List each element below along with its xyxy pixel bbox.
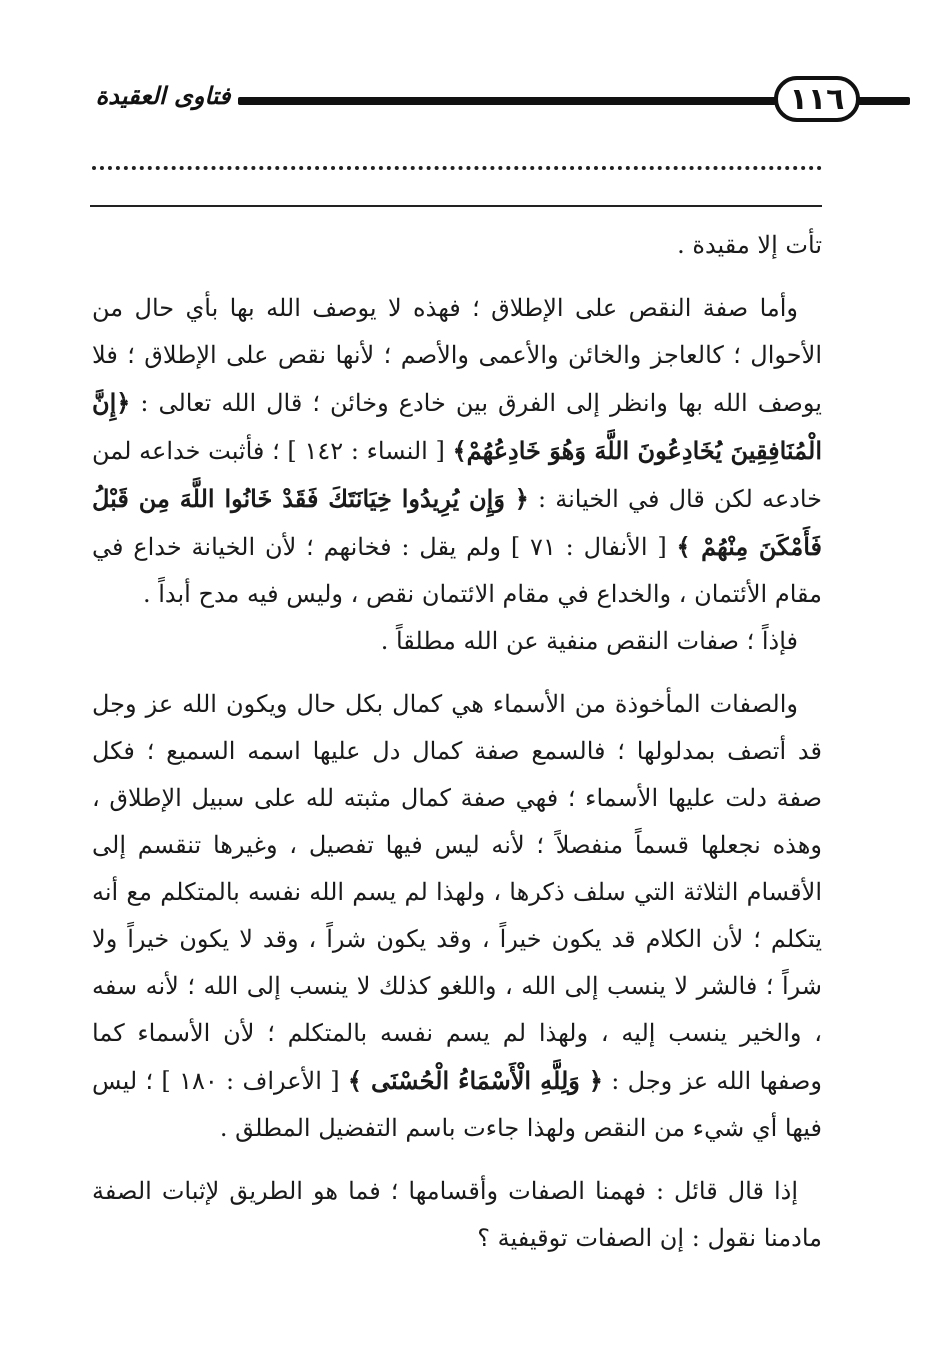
header-rule-left (238, 97, 776, 105)
page-header (88, 70, 845, 130)
header-rule-right (858, 97, 910, 105)
paragraph-2-part-b: [ النساء : ١٤٢ ] ؛ فأثبت خداعه لمن خادعه لكن قال في الخيانة : (92, 437, 822, 513)
quran-verse-2: ﴿ وَإِن يُرِيدُوا خِيَانَتَكَ فَقَدْ خَانُوا اللَّهَ مِن قَبْلُ فَأَمْكَنَ مِنْهُمْ ﴾ (92, 484, 823, 561)
paragraph-2-part-a: وأما صفة النقص على الإطلاق ؛ فهذه لا يوصف الله بها بأي حال من الأحوال ؛ كالعاجز والخائن والأعمى والأصم ؛ لأنها نقص على الإطلاق ؛ فلا يوصف الله بها وانظر إلى الفرق بين خادع وخائن ؛ قال الله تعالى : (92, 294, 822, 417)
paragraph-2 (92, 285, 822, 618)
paragraph-3: فإذاً ؛ صفات النقص منفية عن الله مطلقاً . (380, 627, 798, 655)
dotted-divider (92, 158, 822, 170)
paragraph-5: إذا قال قائل : فهمنا الصفات وأقسامها ؛ فما هو الطريق لإثبات الصفة مادمنا نقول : إن الصفات توقيفية ؟ (92, 1177, 822, 1252)
paragraph-1: تأت إلا مقيدة . (677, 231, 822, 259)
paragraph-2-part-c: [ الأنفال : ٧١ ] ولم يقل : فخانهم ؛ لأن الخيانة خداع في مقام الأئتمان ، والخداع في مقام الائتمان نقص ، وليس فيه مدح أبداً . (92, 533, 822, 608)
paragraph-4-part-b: [ الأعراف : ١٨٠ ] ؛ ليس فيها أي شيء من النقص ولهذا جاءت باسم التفضيل المطلق . (92, 1067, 822, 1142)
paragraph-4-part-a: والصفات المأخوذة من الأسماء هي كمال بكل حال ويكون الله عز وجل قد أتصف بمدلولها ؛ فالسمع صفة كمال دل عليها اسمه السميع ؛ فكل صفة دلت عليها الأسماء ؛ فهي صفة كمال مثبته لله على سبيل الإطلاق ، وهذه نجعلها قسماً منفصلاً ؛ لأنه ليس فيها تفصيل ، وغيرها تنقسم إلى الأقسام الثلاثة التي سلف ذكرها ، ولهذا لم يسم الله نفسه بالمتكلم مع أنه يتكلم ؛ لأن الكلام قد يكون خيراً ، وقد يكون شراً ، وقد لا يكون خيراً ولا شراً ؛ فالشر لا ينسب إلى الله ، واللغو كذلك لا ينسب إلى الله ؛ لأنه سفه ، والخير ينسب إليه ، ولهذا لم يسم نفسه بالمتكلم ؛ لأن الأسماء كما وصفها الله عز وجل : (92, 690, 823, 1095)
quran-verse-1: ﴿إِنَّ الْمُنَافِقِينَ يُخَادِعُونَ اللَّهَ وَهُوَ خَادِعُهُمْ﴾ (92, 388, 823, 465)
horizontal-separator (90, 205, 822, 207)
paragraph-4 (92, 681, 822, 1152)
page-number: ١١٦ (774, 76, 860, 122)
book-title: فتاوى العقيدة (95, 82, 231, 110)
quran-verse-3: ﴿ وَلِلَّهِ الْأَسْمَاءُ الْحُسْنَى ﴾ (347, 1066, 603, 1095)
page-body (92, 222, 822, 1262)
